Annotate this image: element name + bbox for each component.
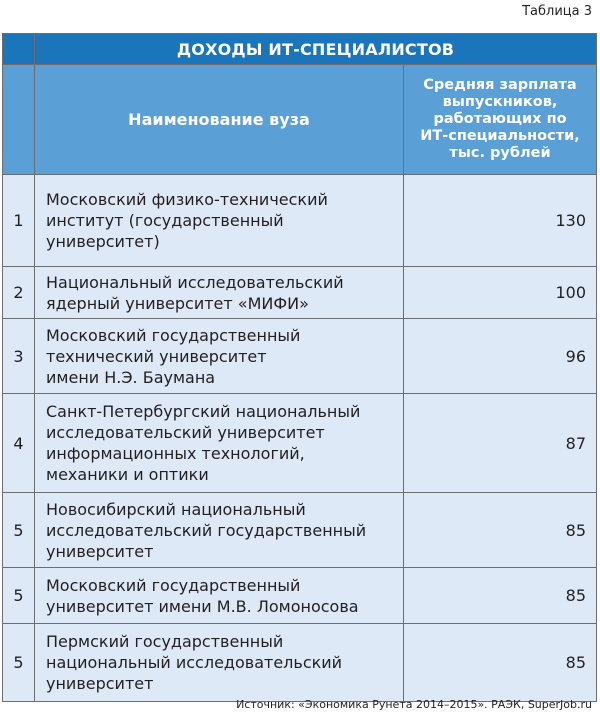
table-caption: Таблица 3 bbox=[522, 4, 592, 19]
name-line: Национальный исследовательский bbox=[46, 272, 344, 292]
income-table-container bbox=[2, 33, 596, 702]
name-line: исследовательский университет bbox=[46, 423, 325, 442]
table-header-row bbox=[3, 65, 597, 175]
name-line: университет bbox=[46, 674, 154, 693]
row-rank: 5 bbox=[3, 493, 35, 568]
row-salary-value: 85 bbox=[404, 568, 597, 624]
name-line: механики и оптики bbox=[46, 465, 209, 484]
row-university-name bbox=[35, 175, 404, 267]
row-rank: 5 bbox=[3, 624, 35, 702]
table-title-row bbox=[3, 34, 597, 65]
table-row bbox=[3, 394, 597, 493]
row-salary-value: 87 bbox=[404, 394, 597, 493]
row-salary-value: 130 bbox=[404, 175, 597, 267]
row-salary-value: 96 bbox=[404, 319, 597, 394]
name-line: университет имени М.В. Ломоносова bbox=[46, 596, 359, 616]
header-salary-line: работающих по bbox=[433, 111, 567, 127]
name-line: Московский физико-технический bbox=[46, 190, 328, 209]
name-line: университет) bbox=[46, 232, 160, 251]
name-line: Пермский государственный bbox=[46, 632, 284, 651]
income-table bbox=[2, 33, 597, 702]
name-line: информационных технологий, bbox=[46, 444, 305, 463]
name-line: Московский государственный bbox=[46, 325, 301, 345]
row-university-name bbox=[35, 394, 404, 493]
row-university-name bbox=[35, 624, 404, 702]
row-salary-value: 85 bbox=[404, 624, 597, 702]
row-rank: 2 bbox=[3, 267, 35, 319]
name-line: университет bbox=[46, 541, 154, 561]
row-rank: 4 bbox=[3, 394, 35, 493]
row-salary-value: 85 bbox=[404, 493, 597, 568]
table-row bbox=[3, 319, 597, 394]
table-row bbox=[3, 267, 597, 319]
header-salary-line: выпускников, bbox=[442, 94, 558, 110]
name-line: Санкт-Петербургский национальный bbox=[46, 402, 361, 421]
header-university-name: Наименование вуза bbox=[35, 65, 404, 175]
row-university-name bbox=[35, 267, 404, 319]
row-university-name bbox=[35, 493, 404, 568]
header-rank-cell bbox=[3, 65, 35, 175]
table-row bbox=[3, 493, 597, 568]
name-line: ядерный университет «МИФИ» bbox=[46, 293, 309, 313]
row-rank: 3 bbox=[3, 319, 35, 394]
table-row bbox=[3, 624, 597, 702]
name-line: исследовательский государственный bbox=[46, 520, 367, 540]
header-salary-line: тыс. рублей bbox=[449, 145, 551, 161]
table-title-corner bbox=[3, 34, 35, 65]
source-note: Источник: «Экономика Рунета 2014–2015». РАЭК, SuperJob.ru bbox=[236, 698, 592, 711]
header-salary-line: ИТ-специальности, bbox=[420, 128, 580, 144]
name-line: имени Н.Э. Баумана bbox=[46, 367, 216, 387]
row-rank: 5 bbox=[3, 568, 35, 624]
header-salary-line: Средняя зарплата bbox=[423, 77, 577, 93]
row-university-name bbox=[35, 319, 404, 394]
row-university-name bbox=[35, 568, 404, 624]
row-salary-value: 100 bbox=[404, 267, 597, 319]
name-line: институт (государственный bbox=[46, 211, 284, 230]
table-row bbox=[3, 568, 597, 624]
table-row bbox=[3, 175, 597, 267]
table-title: ДОХОДЫ ИТ-СПЕЦИАЛИСТОВ bbox=[35, 34, 597, 65]
header-average-salary bbox=[404, 65, 597, 175]
name-line: технический университет bbox=[46, 346, 267, 366]
name-line: национальный исследовательский bbox=[46, 653, 343, 672]
name-line: Новосибирский национальный bbox=[46, 499, 306, 519]
row-rank: 1 bbox=[3, 175, 35, 267]
name-line: Московский государственный bbox=[46, 575, 301, 595]
